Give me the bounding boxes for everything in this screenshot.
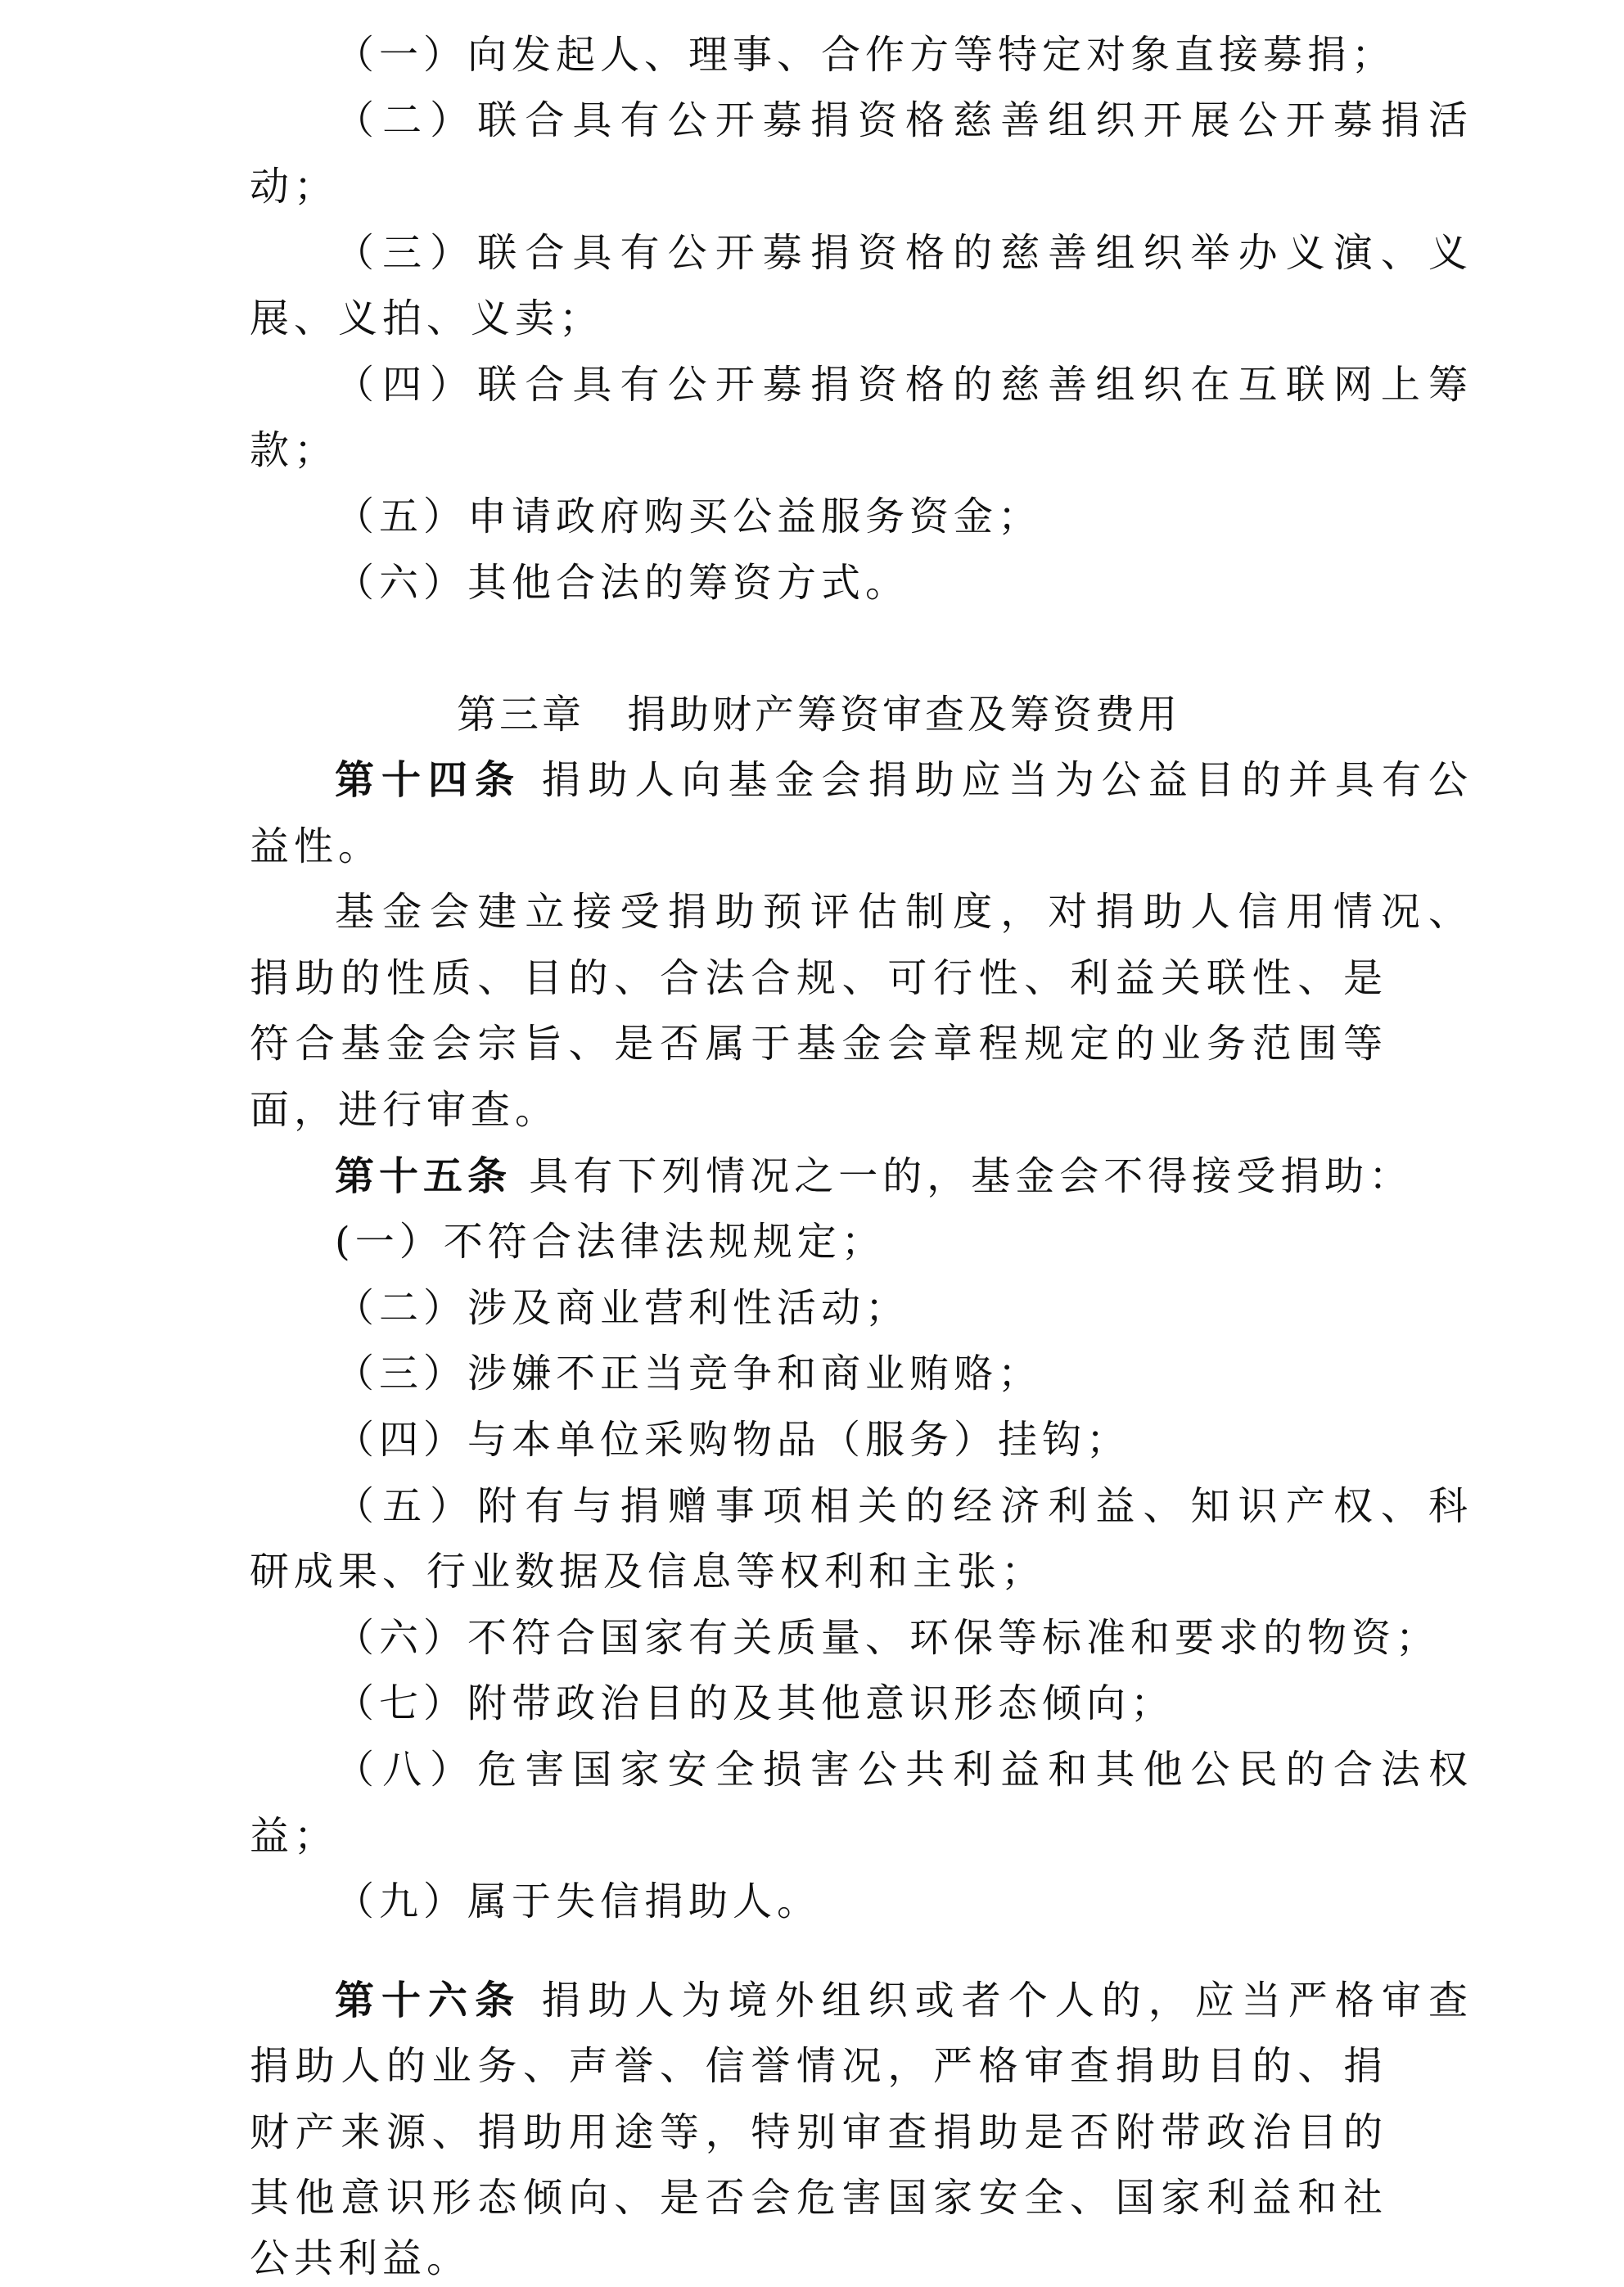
- text-line: （二）涉及商业营利性活动；: [335, 1285, 910, 1331]
- article-text: 捐助人向基金会捐助应当为公益目的并具有公: [541, 757, 1473, 803]
- text-line: （二）联合具有公开募捐资格慈善组织开展公开募捐活: [335, 97, 1473, 143]
- text-line: 动；: [250, 164, 339, 210]
- text-line: （五）申请政府购买公益服务资金；: [335, 494, 1043, 539]
- article-line: [250, 1973, 1473, 2028]
- article-number: 第十五条: [335, 1153, 512, 1199]
- text-line: 捐助的性质、目的、合法合规、可行性、利益关联性、是: [250, 955, 1387, 1001]
- chapter-heading: 第三章 捐助财产筹资审查及筹资费用: [456, 692, 1180, 738]
- article-text: 具有下列情况之一的，基金会不得接受捐助：: [529, 1153, 1414, 1199]
- text-line: （六）其他合法的筹资方式。: [335, 560, 910, 606]
- text-line: 益；: [250, 1813, 339, 1859]
- text-line: 研成果、行业数据及信息等权利和主张；: [250, 1549, 1046, 1595]
- text-line: 捐助人的业务、声誉、信誉情况，严格审查捐助目的、捐: [250, 2043, 1387, 2089]
- text-line: 款；: [250, 427, 339, 473]
- text-line: 财产来源、捐助用途等，特别审查捐助是否附带政治目的: [250, 2109, 1387, 2155]
- text-line: （八）危害国家安全损害公共利益和其他公民的合法权: [335, 1747, 1473, 1793]
- text-line: 展、义拍、义卖；: [250, 295, 604, 341]
- text-line: 益性。: [250, 823, 383, 869]
- text-line: （四）与本单位采购物品（服务）挂钩；: [335, 1417, 1131, 1463]
- text-line: 基金会建立接受捐助预评估制度，对捐助人信用情况、: [335, 889, 1473, 935]
- article-number: 第十六条: [335, 1978, 522, 2023]
- text-line: （五）附有与捐赠事项相关的经济利益、知识产权、科: [335, 1483, 1473, 1529]
- text-line: （三）联合具有公开募捐资格的慈善组织举办义演、义: [335, 230, 1473, 276]
- article-number: 第十四条: [335, 757, 522, 803]
- text-line: 公共利益。: [250, 2235, 471, 2281]
- article-line: [250, 753, 1473, 807]
- text-line: （四）联合具有公开募捐资格的慈善组织在互联网上筹: [335, 362, 1473, 408]
- article-text: 捐助人为境外组织或者个人的，应当严格审查: [541, 1978, 1473, 2023]
- text-line: （六）不符合国家有关质量、环保等标准和要求的物资；: [335, 1615, 1441, 1661]
- text-line: 其他意识形态倾向、是否会危害国家安全、国家利益和社: [250, 2175, 1387, 2221]
- text-line: 符合基金会宗旨、是否属于基金会章程规定的业务范围等: [250, 1021, 1387, 1067]
- text-line: （九）属于失信捐助人。: [335, 1879, 822, 1924]
- text-line: 面，进行审查。: [250, 1087, 560, 1133]
- text-line: （一）向发起人、理事、合作方等特定对象直接募捐；: [335, 32, 1396, 78]
- text-line: （三）涉嫌不正当竞争和商业贿赂；: [335, 1351, 1043, 1396]
- text-line: (一）不符合法律法规规定；: [335, 1219, 886, 1265]
- text-line: （七）附带政治目的及其他意识形态倾向；: [335, 1680, 1175, 1726]
- article-line: [250, 1149, 1473, 1203]
